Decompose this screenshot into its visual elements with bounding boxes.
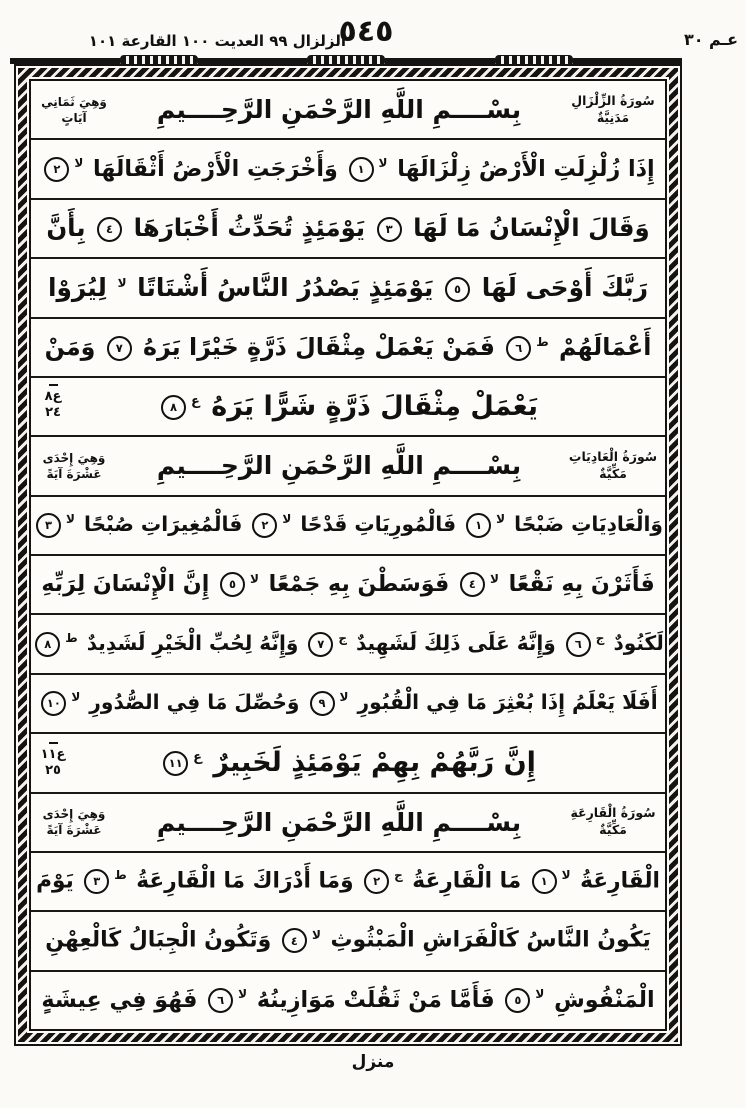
ayah-end-marker: ٦ (208, 988, 233, 1013)
ayah-end-marker: ٤ (282, 928, 307, 953)
ayah-end-marker: ١ (532, 869, 557, 894)
waqf-stop-mark: ج (394, 868, 403, 883)
margin-ruku-note (36, 384, 70, 422)
waqf-stop-mark: لا (489, 571, 499, 586)
verse-text: الْمَنْفُوشِ $^{لا}$٥ فَأَمَّا مَنْ ثَقُلَتْ مَوَازِينُهُ $^{لا}$٦ فَهُوَ فِي عِيشَةٍ (41, 986, 655, 1013)
ayah-end-marker: ١٠ (41, 691, 66, 716)
header-surah-names: الزلزال ٩٩ العديت ١٠٠ القارعة ١٠١ (88, 32, 346, 50)
ayah-end-marker: ٨ (161, 395, 186, 420)
ayah-end-marker: ٥ (445, 277, 470, 302)
waqf-stop-mark: لا (71, 690, 81, 705)
ayah-end-marker: ٣ (36, 513, 61, 538)
ruku-count: ع٨ (44, 389, 62, 404)
ayah-end-marker: ٤ (97, 217, 122, 242)
verse-text: إِنَّ رَبَّهُمْ بِهِمْ يَوْمَئِذٍ لَخَبِيرٌ $^ع$١١ (160, 748, 536, 778)
waqf-stop-mark: ط (536, 334, 549, 349)
waqf-stop-mark: لا (339, 690, 349, 705)
waqf-stop-mark: لا (535, 987, 545, 1002)
ayah-end-marker: ٨ (35, 632, 60, 657)
quran-text-line (31, 970, 665, 1029)
quran-text-line (31, 495, 665, 554)
waqf-stop-mark: ط (114, 868, 127, 883)
quran-text-line (31, 732, 665, 791)
ayah-end-marker: ٧ (107, 336, 132, 361)
quran-text-line (31, 317, 665, 376)
bismillah-text: بِسْــــمِ اللَّهِ الرَّحْمَنِ الرَّحِــــيمِ (156, 95, 522, 125)
page-number: ٥٤٥ (338, 14, 394, 49)
quran-text-line (31, 851, 665, 910)
verse-count-note: وَهِيَ إِحْدَى عَشْرَةَ آيَةً (42, 450, 106, 481)
quran-text-line (31, 138, 665, 197)
rule-segment (198, 57, 308, 64)
verse-text: يَكُونُ النَّاسُ كَالْفَرَاشِ الْمَبْثُوثِ $^{لا}$٤ وَتَكُونُ الْجِبَالُ كَالْعِهْنِ (45, 927, 651, 953)
quran-text-block (29, 79, 667, 1031)
quran-text-line (31, 910, 665, 969)
waqf-stop-mark: لا (378, 156, 388, 171)
waqf-stop-mark: لا (65, 512, 75, 527)
surah-title-medallion: سُورَةُ الزِّلْزَالِ مَدَنِيَّةٌ (571, 92, 655, 125)
ayah-end-marker: ٩ (310, 691, 335, 716)
waqf-stop-mark: لا (561, 868, 571, 883)
rule-segment (385, 57, 495, 64)
quran-text-line (31, 257, 665, 316)
waqf-stop-mark: لا (117, 275, 127, 290)
waqf-stop-mark: لا (496, 512, 506, 527)
verse-text: أَفَلَا يَعْلَمُ إِذَا بُعْثِرَ مَا فِي الْقُبُورِ $^{لا}$٩ وَحُصِّلَ مَا فِي الصُّدُورِ $^{لا}$١٠ (38, 691, 657, 716)
waqf-stop-mark: لا (282, 512, 292, 527)
ayah-end-marker: ٧ (308, 632, 333, 657)
ayah-end-marker: ١١ (163, 751, 188, 776)
ayah-end-marker: ٢ (44, 157, 69, 182)
verse-count-note: وَهِيَ إِحْدَى عَشْرَةَ آيَةً (42, 807, 106, 838)
verse-count-note: وَهِيَ ثَمَانِي آيَاتٍ (41, 94, 107, 125)
surah-header-line (31, 435, 665, 494)
waqf-stop-mark: ج (595, 630, 605, 645)
verse-text: أَعْمَالَهُمْ $^ط$٦ فَمَنْ يَعْمَلْ مِثْقَالَ ذَرَّةٍ خَيْرًا يَرَهُ ٧ وَمَنْ (44, 332, 652, 361)
waqf-stop-mark: لا (238, 987, 248, 1002)
ayah-end-marker: ٦ (506, 336, 531, 361)
text-frame (14, 64, 682, 1046)
ayah-end-marker: ٤ (460, 572, 485, 597)
verse-text: إِذَا زُلْزِلَتِ الْأَرْضُ زِلْزَالَهَا $^{لا}$١ وَأَخْرَجَتِ الْأَرْضُ أَثْقَالَهَا $^{لا}$٢ (41, 157, 654, 182)
ayah-end-marker: ٣ (377, 217, 402, 242)
surah-title-medallion: سُورَةُ الْعَادِيَاتِ مَكِّيَّةٌ (568, 449, 658, 481)
rule-segment (573, 57, 683, 64)
header-juz-label: عـم ٣٠ (683, 30, 738, 49)
verse-text: رَبَّكَ أَوْحَى لَهَا ٥ يَوْمَئِذٍ يَصْدُرُ النَّاسُ أَشْتَاتًا $^{لا}$ لِيُرَوْا (47, 273, 649, 303)
verse-text: فَأَثَرْنَ بِهِ نَقْعًا $^{لا}$٤ فَوَسَطْنَ بِهِ جَمْعًا $^{لا}$٥ إِنَّ الْإِنْسَانَ لِرَبِّهِ (41, 571, 655, 598)
margin-ruku-note (36, 742, 70, 780)
ruku-running-number: ٢٥ (45, 763, 61, 779)
quran-text-line (31, 554, 665, 613)
ayah-end-marker: ٣ (84, 869, 109, 894)
ruku-running-number: ٢٤ (45, 405, 61, 421)
ruku-count: ع١١ (40, 747, 66, 762)
quran-text-line (31, 673, 665, 732)
quran-text-line (31, 613, 665, 672)
quran-text-line (31, 198, 665, 257)
footer-manzil-label: منزل (351, 1052, 395, 1072)
waqf-stop-mark: ط (65, 630, 78, 645)
quran-text-line (31, 376, 665, 435)
ayah-end-marker: ٢ (252, 513, 277, 538)
verse-text: يَعْمَلْ مِثْقَالَ ذَرَّةٍ شَرًّا يَرَهُ $^ع$٨ (158, 392, 538, 422)
ayah-end-marker: ١ (349, 157, 374, 182)
surah-header-line (31, 81, 665, 138)
ayah-end-marker: ١ (466, 513, 491, 538)
ayah-end-marker: ٦ (566, 632, 591, 657)
waqf-stop-mark: لا (74, 156, 84, 171)
ayah-end-marker: ٥ (505, 988, 530, 1013)
waqf-stop-mark: لا (311, 927, 321, 942)
verse-text: لَكَنُودٌ $^ج$٦ وَإِنَّهُ عَلَى ذَلِكَ لَشَهِيدٌ $^ج$٧ وَإِنَّهُ لِحُبِّ الْخَيْرِ لَشَدِيدٌ $^ط$٨ (32, 632, 664, 657)
ayah-end-marker: ٢ (364, 869, 389, 894)
bismillah-text: بِسْــــمِ اللَّهِ الرَّحْمَنِ الرَّحِــــيمِ (156, 451, 522, 481)
verse-text: الْقَارِعَةُ $^{لا}$١ مَا الْقَارِعَةُ $^ج$٢ وَمَا أَدْرَاكَ مَا الْقَارِعَةُ $^ط$٣ يَوْمَ (36, 868, 660, 894)
waqf-stop-mark: ج (338, 630, 347, 645)
surah-title-medallion: سُورَةُ الْقَارِعَةِ مَكِّيَّةٌ (570, 805, 656, 838)
ruku-ain-mark: ع (193, 749, 202, 765)
ruku-ain-mark: ع (190, 393, 200, 409)
surah-header-line (31, 792, 665, 851)
rule-segment (10, 57, 120, 64)
ayah-end-marker: ٥ (220, 572, 245, 597)
bismillah-text: بِسْــــمِ اللَّهِ الرَّحْمَنِ الرَّحِــــيمِ (156, 807, 522, 837)
waqf-stop-mark: لا (250, 571, 259, 586)
verse-text: وَالْعَادِيَاتِ ضَبْحًا $^{لا}$١ فَالْمُورِيَاتِ قَدْحًا $^{لا}$٢ فَالْمُغِيرَاتِ صُبْحًا $^{لا}$٣ (33, 513, 663, 538)
verse-text: وَقَالَ الْإِنْسَانُ مَا لَهَا ٣ يَوْمَئِذٍ تُحَدِّثُ أَخْبَارَهَا ٤ بِأَنَّ (46, 213, 650, 242)
